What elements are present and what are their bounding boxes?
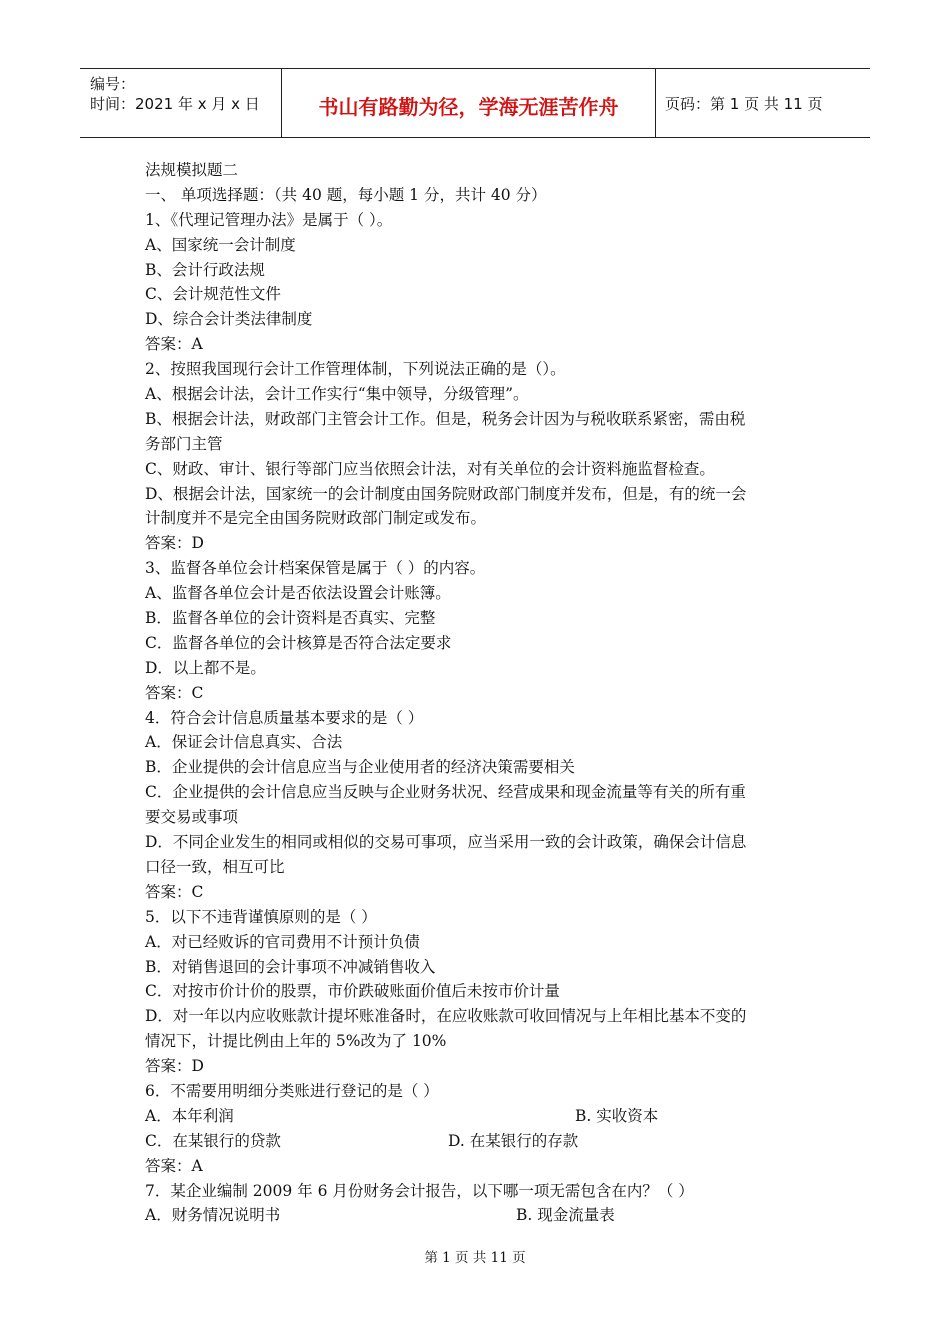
text-line xyxy=(145,332,815,357)
text-line xyxy=(145,681,815,706)
text-line xyxy=(145,955,815,980)
header-page-cell xyxy=(655,69,870,137)
line-second-column-text: D. 在某银行的存款 xyxy=(448,1131,579,1150)
text-line xyxy=(145,1104,815,1129)
text-line xyxy=(145,531,815,556)
page-header xyxy=(80,68,870,138)
text-line xyxy=(145,432,815,457)
line-text: D、根据会计法，国家统一的会计制度由国务院财政部门制度并发布，但是，有的统一会 xyxy=(145,484,747,503)
line-text: B、根据会计法，财政部门主管会计工作。但是，税务会计因为与税收联系紧密，需由税 xyxy=(145,409,746,428)
text-line xyxy=(145,208,815,233)
line-text: 3、监督各单位会计档案保管是属于（ ）的内容。 xyxy=(145,559,486,578)
line-text: 6．不需要用明细分类账进行登记的是（ ） xyxy=(145,1081,439,1100)
line-text: C．企业提供的会计信息应当反映与企业财务状况、经营成果和现金流量等有关的所有重 xyxy=(145,783,746,802)
line-text: C、会计规范性文件 xyxy=(145,285,281,304)
text-line xyxy=(145,855,815,880)
line-text: 答案：D xyxy=(145,534,204,553)
line-text: 务部门主管 xyxy=(145,434,223,453)
line-text: B．监督各单位的会计资料是否真实、完整 xyxy=(145,609,436,628)
text-line xyxy=(145,780,815,805)
line-text: A．保证会计信息真实、合法 xyxy=(145,733,343,752)
text-line xyxy=(145,258,815,283)
text-line xyxy=(145,407,815,432)
text-line xyxy=(145,183,815,208)
text-line xyxy=(145,1129,815,1154)
line-text: 答案：C xyxy=(145,683,204,702)
text-line xyxy=(145,606,815,631)
text-line xyxy=(145,755,815,780)
text-line xyxy=(145,706,815,731)
line-text: B．企业提供的会计信息应当与企业使用者的经济决策需要相关 xyxy=(145,758,575,777)
text-line xyxy=(145,233,815,258)
text-line xyxy=(145,1154,815,1179)
header-info-cell xyxy=(80,69,281,137)
line-text: B、会计行政法规 xyxy=(145,260,265,279)
line-text: 5．以下不违背谨慎原则的是（ ） xyxy=(145,907,377,926)
text-line xyxy=(145,930,815,955)
line-text: A、根据会计法，会计工作实行“集中领导，分级管理”。 xyxy=(145,385,529,404)
header-motto: 书山有路勤为径，学海无涯苦作舟 xyxy=(318,95,619,119)
line-text: 答案：D xyxy=(145,1057,204,1076)
line-text: 要交易或事项 xyxy=(145,808,239,827)
line-second-column-text: B. 实收资本 xyxy=(575,1106,659,1125)
line-text: A．财务情况说明书 xyxy=(145,1206,281,1225)
text-line xyxy=(145,307,815,332)
line-text: B．对销售退回的会计事项不冲减销售收入 xyxy=(145,957,436,976)
text-line xyxy=(145,1203,815,1228)
line-text: A．对已经败诉的官司费用不计预计负债 xyxy=(145,932,420,951)
line-text: D、综合会计类法律制度 xyxy=(145,310,313,329)
text-line xyxy=(145,1179,815,1204)
text-line xyxy=(145,830,815,855)
text-line xyxy=(145,457,815,482)
text-line xyxy=(145,556,815,581)
text-line xyxy=(145,631,815,656)
header-motto-cell xyxy=(281,69,656,137)
text-line xyxy=(145,1054,815,1079)
line-text: D．以上都不是。 xyxy=(145,658,266,677)
text-line xyxy=(145,1029,815,1054)
line-text: 法规模拟题二 xyxy=(145,161,239,179)
document-date-label: 时间：2021 年 x 月 x 日 xyxy=(90,95,260,113)
text-line xyxy=(145,1004,815,1029)
text-line xyxy=(145,482,815,507)
line-text: 一、 单项选择题：（共 40 题，每小题 1 分，共计 40 分） xyxy=(145,185,547,204)
line-text: C．监督各单位的会计核算是否符合法定要求 xyxy=(145,633,452,652)
text-line xyxy=(145,357,815,382)
text-line xyxy=(145,581,815,606)
text-line xyxy=(145,656,815,681)
line-text: 答案：A xyxy=(145,1156,203,1175)
document-body xyxy=(145,158,815,1228)
line-text: 答案：C xyxy=(145,882,204,901)
text-line xyxy=(145,905,815,930)
line-text: D．对一年以内应收账款计提坏账准备时，在应收账款可收回情况与上年相比基本不变的 xyxy=(145,1007,747,1026)
line-text: A．本年利润 xyxy=(145,1106,234,1125)
text-line xyxy=(145,158,815,183)
line-text: C、财政、审计、银行等部门应当依照会计法，对有关单位的会计资料施监督检查。 xyxy=(145,459,715,478)
header-page-info: 页码：第 1 页 共 11 页 xyxy=(665,95,823,113)
line-text: D．不同企业发生的相同或相似的交易可事项，应当采用一致的会计政策，确保会计信息 xyxy=(145,833,747,852)
line-text: 2、按照我国现行会计工作管理体制，下列说法正确的是（）。 xyxy=(145,360,566,379)
line-text: 口径一致，相互可比 xyxy=(145,857,285,876)
text-line xyxy=(145,979,815,1004)
line-text: 7．某企业编制 2009 年 6 月份财务会计报告，以下哪一项无需包含在内？（ ） xyxy=(145,1181,694,1200)
document-number-label: 编号： xyxy=(90,75,136,93)
text-line xyxy=(145,282,815,307)
text-line xyxy=(145,880,815,905)
line-text: 答案：A xyxy=(145,335,203,354)
line-text: 1、《代理记管理办法》是属于（ ）。 xyxy=(145,210,393,229)
text-line xyxy=(145,805,815,830)
text-line xyxy=(145,730,815,755)
line-text: 计制度并不是完全由国务院财政部门制定或发布。 xyxy=(145,509,487,528)
line-text: C．在某银行的贷款 xyxy=(145,1131,281,1150)
line-text: A、国家统一会计制度 xyxy=(145,235,296,254)
line-second-column-text: B. 现金流量表 xyxy=(516,1206,615,1225)
text-line xyxy=(145,1079,815,1104)
line-text: 4．符合会计信息质量基本要求的是（ ） xyxy=(145,708,424,727)
line-text: 情况下，计提比例由上年的 5%改为了 10% xyxy=(145,1032,447,1051)
text-line xyxy=(145,506,815,531)
line-text: C．对按市价计价的股票，市价跌破账面价值后未按市价计量 xyxy=(145,982,560,1001)
line-text: A、监督各单位会计是否依法设置会计账簿。 xyxy=(145,584,451,603)
page-footer: 第 1 页 共 11 页 xyxy=(424,1250,526,1266)
text-line xyxy=(145,382,815,407)
